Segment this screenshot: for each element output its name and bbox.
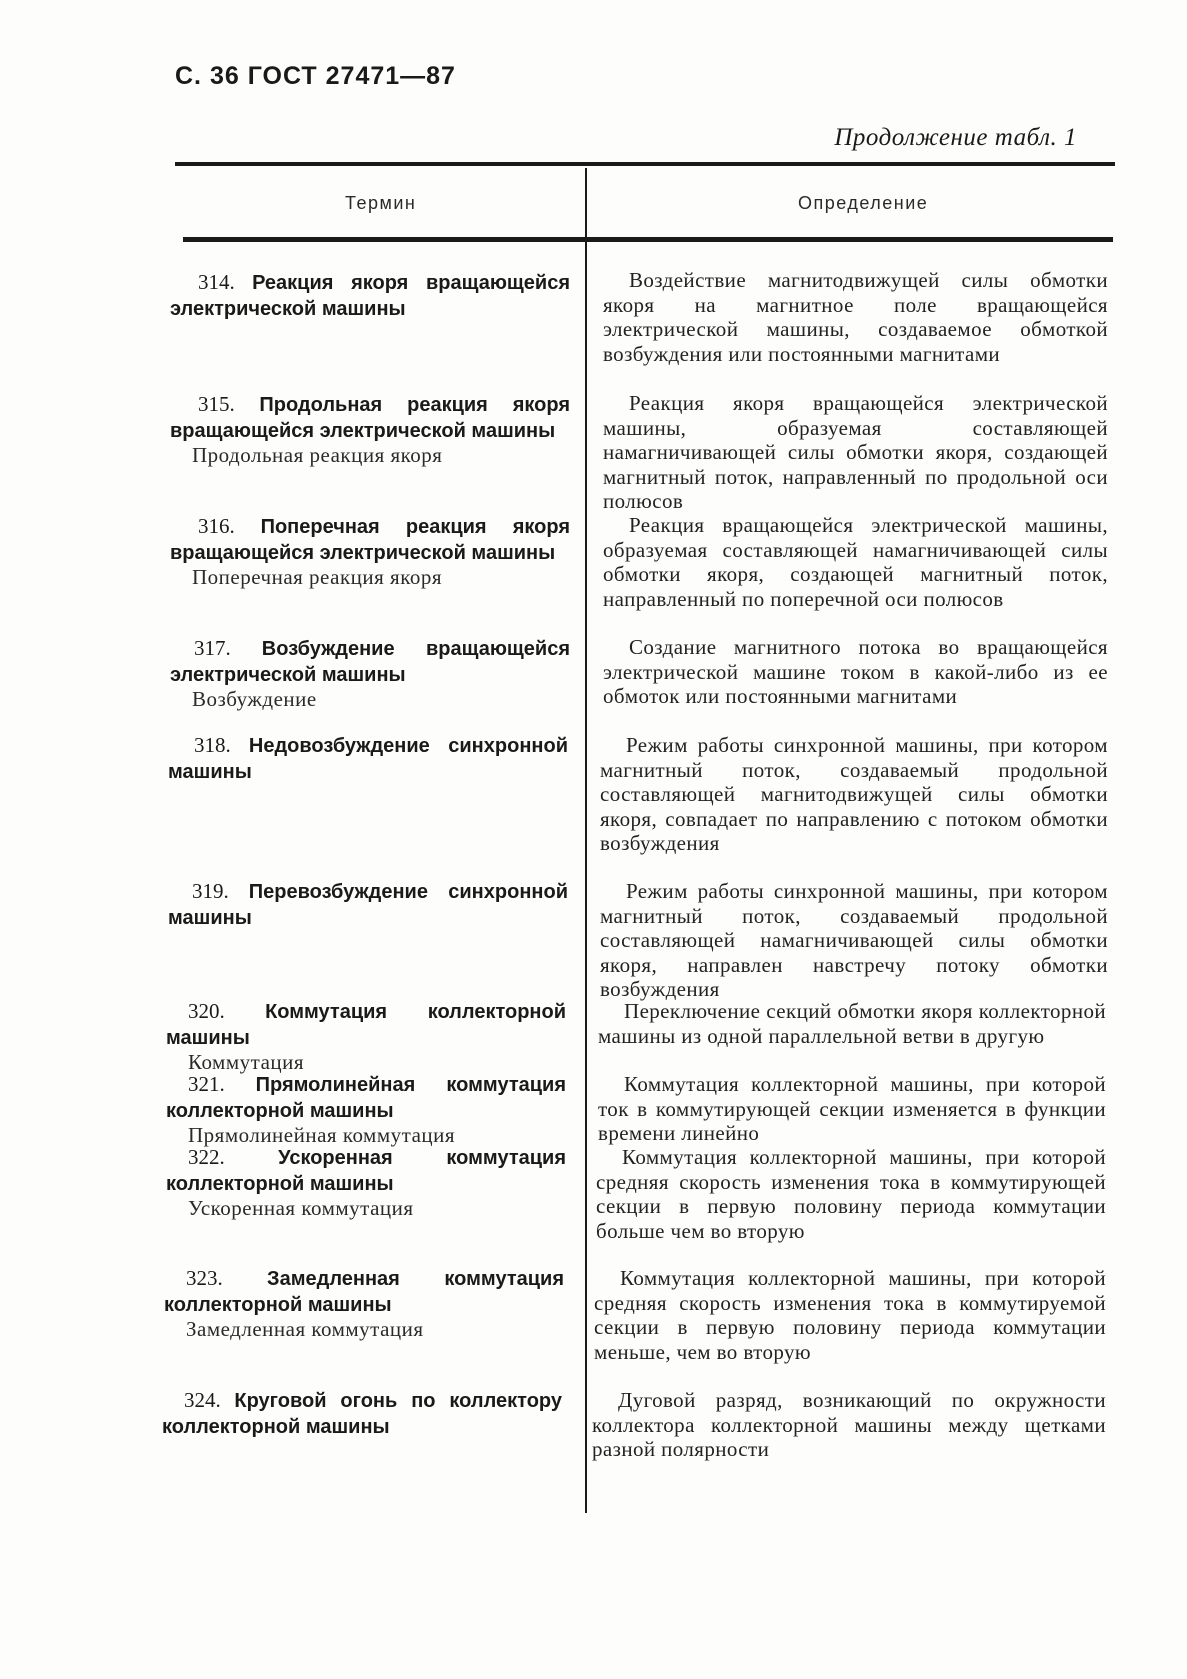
table-top-rule bbox=[175, 162, 1115, 166]
table-row-319-definition: Режим работы синхронной машины, при котором магнитный поток, создаваемый продольной составляющей намагничивающей силы обмотки якоря, направлен навстречу потоку обмотки возбуждения bbox=[600, 879, 1108, 1001]
table-row-316-term: 316. Поперечная реакция якоря вращающейся электрической машины Поперечная реакция якоря bbox=[170, 514, 570, 589]
column-header-definition: Определение bbox=[798, 193, 929, 213]
table-row-318-definition: Режим работы синхронной машины, при котором магнитный поток, создаваемый продольной составляющей магнитодвижущей силы обмотки якоря, совпадает по направлению с потоком обмотки возбуждения bbox=[600, 733, 1108, 855]
table-row-324-definition: Дуговой разряд, возникающий по окружности коллектора коллекторной машины между щетками разной полярности bbox=[592, 1388, 1106, 1461]
table-row-317-definition: Создание магнитного потока во вращающейся электрической машине током в какой-либо из ее обмоток или постоянными магнитами bbox=[603, 635, 1108, 708]
table-row-314-definition: Воздействие магнитодвижущей силы обмотки якоря на магнитное поле вращающейся электрической машины, создаваемое обмоткой возбуждения или постоянными магнитами bbox=[603, 268, 1108, 366]
table-row-319-term: 319. Перевозбуждение синхронной машины bbox=[168, 879, 568, 929]
column-header-term: Термин bbox=[345, 193, 417, 213]
table-header-rule bbox=[183, 237, 1113, 242]
table-row-321-definition: Коммутация коллекторной машины, при которой ток в коммутирующей секции изменяется в функции времени линейно bbox=[598, 1072, 1106, 1145]
table-row-315-definition: Реакция якоря вращающейся электрической машины, образуемая составляющей намагничивающей силы обмотки якоря, создающей магнитный поток, направленный по продольной оси полюсов bbox=[603, 391, 1108, 513]
table-row-322-short-term: Ускоренная коммутация bbox=[188, 1196, 414, 1220]
table-row-320-short-term: Коммутация bbox=[188, 1050, 305, 1074]
table-row-314-term: 314. Реакция якоря вращающейся электрической машины bbox=[170, 270, 570, 320]
table-row-318-term: 318. Недовозбуждение синхронной машины bbox=[168, 733, 568, 783]
table-row-323-term: 323. Замедленная коммутация коллекторной машины Замедленная коммутация bbox=[164, 1266, 564, 1341]
table-row-315-term: 315. Продольная реакция якоря вращающейся электрической машины Продольная реакция якоря bbox=[170, 392, 571, 467]
table-row-321-term: 321. Прямолинейная коммутация коллекторной машины Прямолинейная коммутация bbox=[166, 1072, 566, 1147]
table-row-323-definition: Коммутация коллекторной машины, при которой средняя скорость изменения тока в коммутируемой секции в первую половину периода коммутации меньше, чем во вторую bbox=[594, 1266, 1106, 1364]
table-row-317-short-term: Возбуждение bbox=[192, 687, 317, 711]
column-divider bbox=[585, 168, 587, 1513]
table-row-315-short-term: Продольная реакция якоря bbox=[192, 443, 443, 467]
table-row-322-definition: Коммутация коллекторной машины, при которой средняя скорость изменения тока в коммутирующей секции в первую половину периода коммутации больше чем во вторую bbox=[596, 1145, 1106, 1243]
table-row-316-definition: Реакция вращающейся электрической машины, образуемая составляющей намагничивающей силы обмотки якоря, создающей магнитный поток, направленный по поперечной оси полюсов bbox=[603, 513, 1108, 611]
page-header: С. 36 ГОСТ 27471—87 bbox=[175, 62, 456, 90]
table-row-320-term: 320. Коммутация коллекторной машины Коммутация bbox=[166, 999, 567, 1074]
table-continuation-label: Продолжение табл. 1 bbox=[834, 124, 1077, 151]
table-row-324-term: 324. Круговой огонь по коллектору коллекторной машины bbox=[162, 1388, 562, 1438]
table-row-317-term: 317. Возбуждение вращающейся электрической машины Возбуждение bbox=[170, 636, 570, 711]
table-row-321-short-term: Прямолинейная коммутация bbox=[188, 1123, 456, 1147]
table-row-320-definition: Переключение секций обмотки якоря коллекторной машины из одной параллельной ветви в другую bbox=[598, 999, 1106, 1048]
table-row-316-short-term: Поперечная реакция якоря bbox=[192, 565, 442, 589]
table-row-323-short-term: Замедленная коммутация bbox=[186, 1317, 424, 1341]
table-row-322-term: 322. Ускоренная коммутация коллекторной машины Ускоренная коммутация bbox=[166, 1145, 566, 1220]
